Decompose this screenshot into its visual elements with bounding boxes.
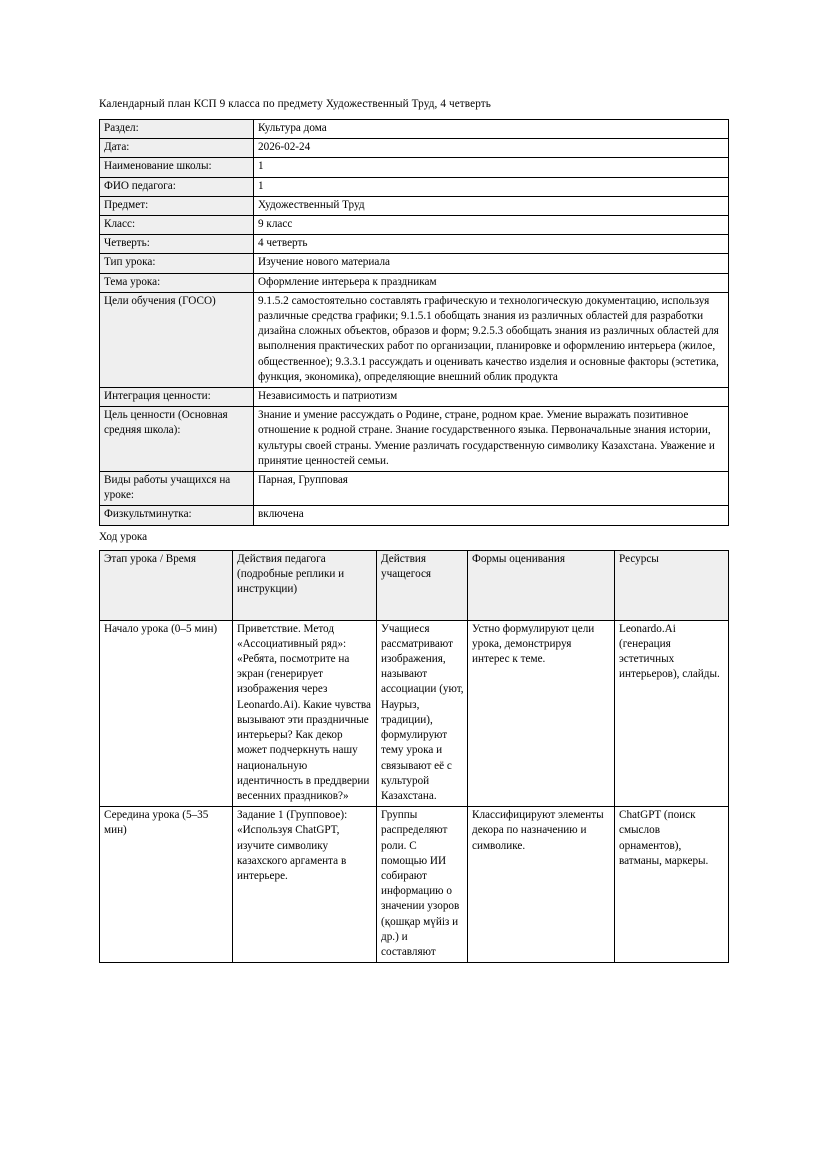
lesson-info-body bbox=[100, 120, 729, 526]
column-header-student-actions: Действия учащегося bbox=[377, 550, 468, 620]
info-value-lesson-type: Изучение нового материала bbox=[254, 254, 729, 273]
table-row bbox=[100, 407, 729, 472]
info-value-objectives: 9.1.5.2 самостоятельно составлять графическую и технологическую документацию, используя различные средства графики; 9.1.5.1 обобщать знания из различных областей для разработки дизайна сложных объектов, образов и форм; 9.2.5.3 обобщать знания из различных областей для выполнения практических работ по организации, планировке и оформлению интерьера (жилое, общественное); 9.3.3.1 рассуждать и оценивать качество изделия и основные факторы (эстетика, функция, экономика), определяющие внешний облик продукта bbox=[254, 292, 729, 387]
table-row bbox=[100, 388, 729, 407]
info-value-work-types: Парная, Групповая bbox=[254, 472, 729, 506]
flow-resources-start: Leonardo.Ai (генерация эстетичных интерьеров), слайды. bbox=[615, 620, 729, 806]
info-value-lesson-topic: Оформление интерьера к праздникам bbox=[254, 273, 729, 292]
table-row bbox=[100, 273, 729, 292]
page-title: Календарный план КСП 9 класса по предмету Художественный Труд, 4 четверть bbox=[99, 98, 491, 110]
info-value-teacher: 1 bbox=[254, 177, 729, 196]
lesson-flow-header bbox=[100, 550, 729, 620]
column-header-resources: Ресурсы bbox=[615, 550, 729, 620]
lesson-flow-body bbox=[100, 620, 729, 962]
info-label-razdel: Раздел: bbox=[100, 120, 254, 139]
column-header-teacher-actions: Действия педагога (подробные реплики и инструкции) bbox=[233, 550, 377, 620]
lesson-flow-heading: Ход урока bbox=[99, 530, 148, 543]
info-label-value-goal: Цель ценности (Основная средняя школа): bbox=[100, 407, 254, 472]
info-label-physical-break: Физкультминутка: bbox=[100, 506, 254, 525]
info-label-teacher: ФИО педагога: bbox=[100, 177, 254, 196]
info-label-lesson-topic: Тема урока: bbox=[100, 273, 254, 292]
flow-assessment-middle: Классифицируют элементы декора по назначению и символике. bbox=[468, 807, 615, 963]
table-row bbox=[100, 235, 729, 254]
flow-student-middle: Группы распределяют роли. С помощью ИИ собирают информацию о значении узоров (қошқар мүйіз и др.) и составляют bbox=[377, 807, 468, 963]
column-header-stage: Этап урока / Время bbox=[100, 550, 233, 620]
table-row bbox=[100, 158, 729, 177]
info-label-data: Дата: bbox=[100, 139, 254, 158]
flow-resources-middle: ChatGPT (поиск смыслов орнаментов), ватманы, маркеры. bbox=[615, 807, 729, 963]
flow-teacher-start: Приветствие. Метод «Ассоциативный ряд»: «Ребята, посмотрите на экран (генерирует изображения через Leonardo.Ai). Какие чувства вызывают эти праздничные интерьеры? Как декор может подчеркнуть нашу национальную идентичность в преддверии весенних праздников?» bbox=[233, 620, 377, 806]
info-label-subject: Предмет: bbox=[100, 196, 254, 215]
flow-student-start: Учащиеся рассматривают изображения, называют ассоциации (уют, Наурыз, традиции), формулируют тему урока и связывают её с культурой Казахстана. bbox=[377, 620, 468, 806]
table-row bbox=[100, 196, 729, 215]
flow-stage-middle: Середина урока (5–35 мин) bbox=[100, 807, 233, 963]
info-label-objectives: Цели обучения (ГОСО) bbox=[100, 292, 254, 387]
info-value-data: 2026-02-24 bbox=[254, 139, 729, 158]
info-value-grade: 9 класс bbox=[254, 216, 729, 235]
table-header-row bbox=[100, 550, 729, 620]
info-value-value-integration: Независимость и патриотизм bbox=[254, 388, 729, 407]
info-label-quarter: Четверть: bbox=[100, 235, 254, 254]
column-header-assessment-forms: Формы оценивания bbox=[468, 550, 615, 620]
info-label-work-types: Виды работы учащихся на уроке: bbox=[100, 472, 254, 506]
table-row bbox=[100, 472, 729, 506]
table-row bbox=[100, 120, 729, 139]
table-row bbox=[100, 807, 729, 963]
table-row bbox=[100, 216, 729, 235]
info-value-subject: Художественный Труд bbox=[254, 196, 729, 215]
info-label-value-integration: Интеграция ценности: bbox=[100, 388, 254, 407]
table-row bbox=[100, 506, 729, 525]
flow-assessment-start: Устно формулируют цели урока, демонстрируя интерес к теме. bbox=[468, 620, 615, 806]
table-row bbox=[100, 139, 729, 158]
info-value-quarter: 4 четверть bbox=[254, 235, 729, 254]
table-row bbox=[100, 177, 729, 196]
table-row bbox=[100, 620, 729, 806]
page-content bbox=[99, 97, 728, 963]
info-label-grade: Класс: bbox=[100, 216, 254, 235]
info-value-physical-break: включена bbox=[254, 506, 729, 525]
lesson-flow-table bbox=[99, 550, 729, 963]
info-value-razdel: Культура дома bbox=[254, 120, 729, 139]
info-label-school: Наименование школы: bbox=[100, 158, 254, 177]
info-value-school: 1 bbox=[254, 158, 729, 177]
info-label-lesson-type: Тип урока: bbox=[100, 254, 254, 273]
info-value-value-goal: Знание и умение рассуждать о Родине, стране, родном крае. Умение выражать позитивное отношение к родной стране. Знание государственного языка. Первоначальные знания истории, культуры своей страны. Умение различать государственную символику Казахстана. Уважение и принятие ценностей семьи. bbox=[254, 407, 729, 472]
table-row bbox=[100, 254, 729, 273]
table-row bbox=[100, 292, 729, 387]
lesson-info-table bbox=[99, 119, 729, 526]
flow-teacher-middle: Задание 1 (Групповое): «Используя ChatGPT, изучите символику казахского аргамента в интерьере. bbox=[233, 807, 377, 963]
flow-stage-start: Начало урока (0–5 мин) bbox=[100, 620, 233, 806]
